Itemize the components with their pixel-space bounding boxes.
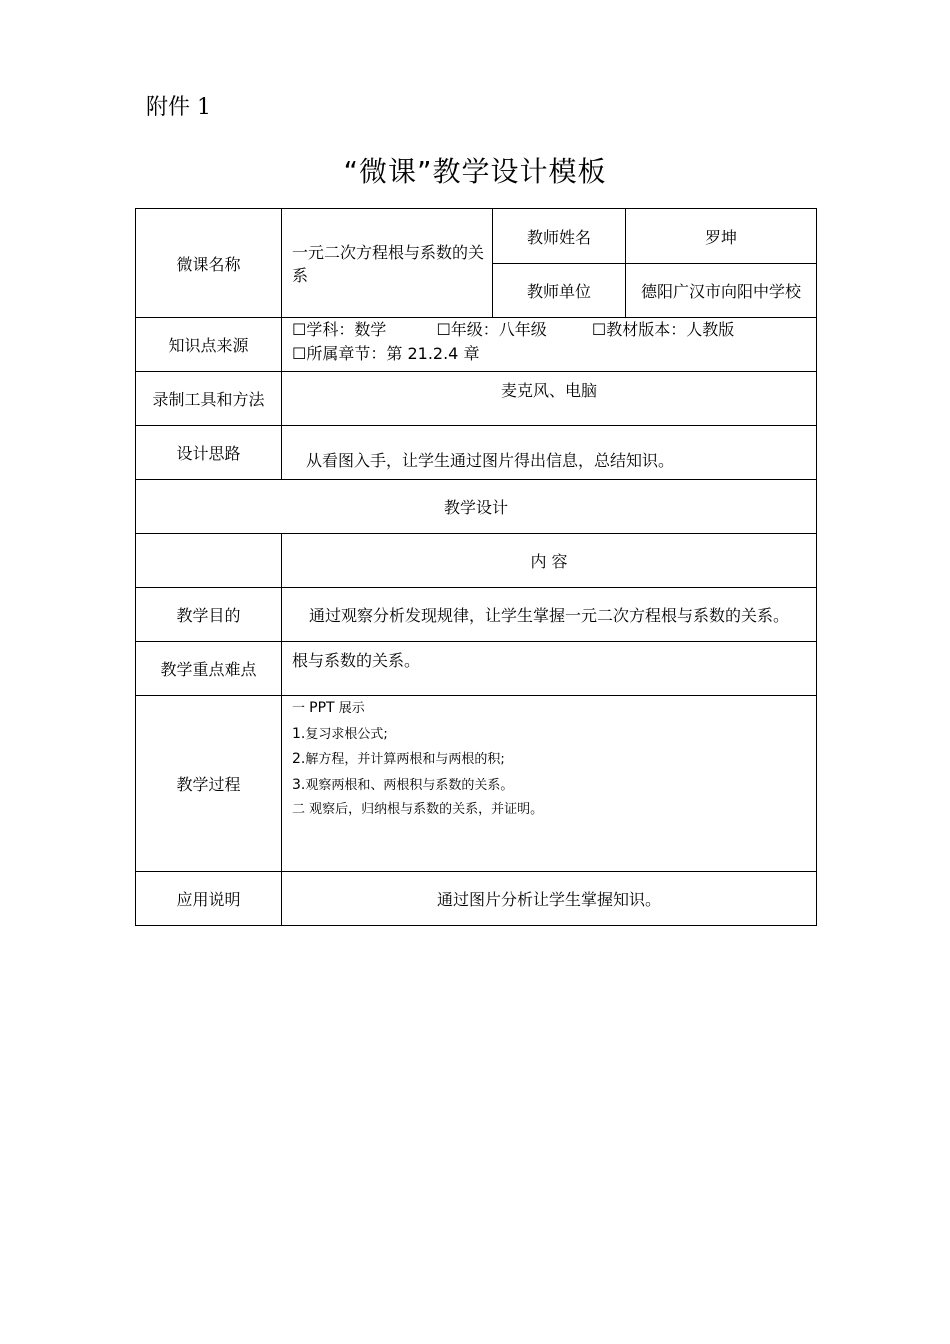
teacher-unit-value: 德阳广汉市向阳中学校 [626,264,817,318]
process-line: 一 PPT 展示 [292,700,365,716]
empty-cell [136,534,282,588]
idea-label: 设计思路 [136,426,282,480]
teacher-name-label: 教师姓名 [493,209,626,264]
teacher-name-value: 罗坤 [626,209,817,264]
key-points-label: 教学重点难点 [136,642,282,696]
chapter-prefix: 所属章节：第 [306,344,403,363]
process-content [282,696,817,872]
process-line: 1.复习求根公式; [292,725,388,742]
tools-value: 麦克风、电脑 [282,372,817,426]
grade-item [436,318,546,342]
goal-label: 教学目的 [136,588,282,642]
key-points-value: 根与系数的关系。 [282,642,817,696]
chapter-suffix: 章 [463,344,480,363]
usage-value: 通过图片分析让学生掌握知识。 [282,872,817,926]
page-title: “微课”教学设计模板 [343,155,607,188]
edition-item [592,318,734,342]
process-line: 3.观察两根和、两根积与系数的关系。 [292,776,514,793]
source-line-2 [282,342,816,366]
checkbox-icon: ☐ [591,320,607,339]
usage-label: 应用说明 [136,872,282,926]
idea-value: 从看图入手，让学生通过图片得出信息，总结知识。 [282,426,817,480]
teaching-design-heading: 教学设计 [136,480,817,534]
teacher-unit-label: 教师单位 [493,264,626,318]
attachment-label [146,90,211,121]
attachment-number: 1 [197,95,212,120]
process-line: 二 观察后，归纳根与系数的关系，并证明。 [292,802,544,817]
content-header: 内 容 [282,534,817,588]
subject-item [292,318,386,342]
source-label: 知识点来源 [136,318,282,372]
attachment-text: 附件 [146,95,191,120]
process-line: 2.解方程，并计算两根和与两根的积; [292,751,505,767]
checkbox-icon: ☐ [292,320,307,339]
course-name-label: 微课名称 [136,209,282,318]
course-name-value: 一元二次方程根与系数的关系 [282,209,493,318]
subject-text: 学科：数学 [306,320,387,339]
source-content [282,318,817,372]
process-label: 教学过程 [136,696,282,872]
edition-text: 教材版本：人教版 [606,320,735,339]
source-line-1 [282,318,816,342]
grade-text: 年级：八年级 [450,320,547,339]
tools-label: 录制工具和方法 [136,372,282,426]
chapter-number: 21.2.4 [407,344,459,363]
checkbox-icon: ☐ [436,320,451,339]
design-table [135,208,817,926]
checkbox-icon: ☐ [292,344,307,363]
goal-value: 通过观察分析发现规律，让学生掌握一元二次方程根与系数的关系。 [282,588,817,642]
